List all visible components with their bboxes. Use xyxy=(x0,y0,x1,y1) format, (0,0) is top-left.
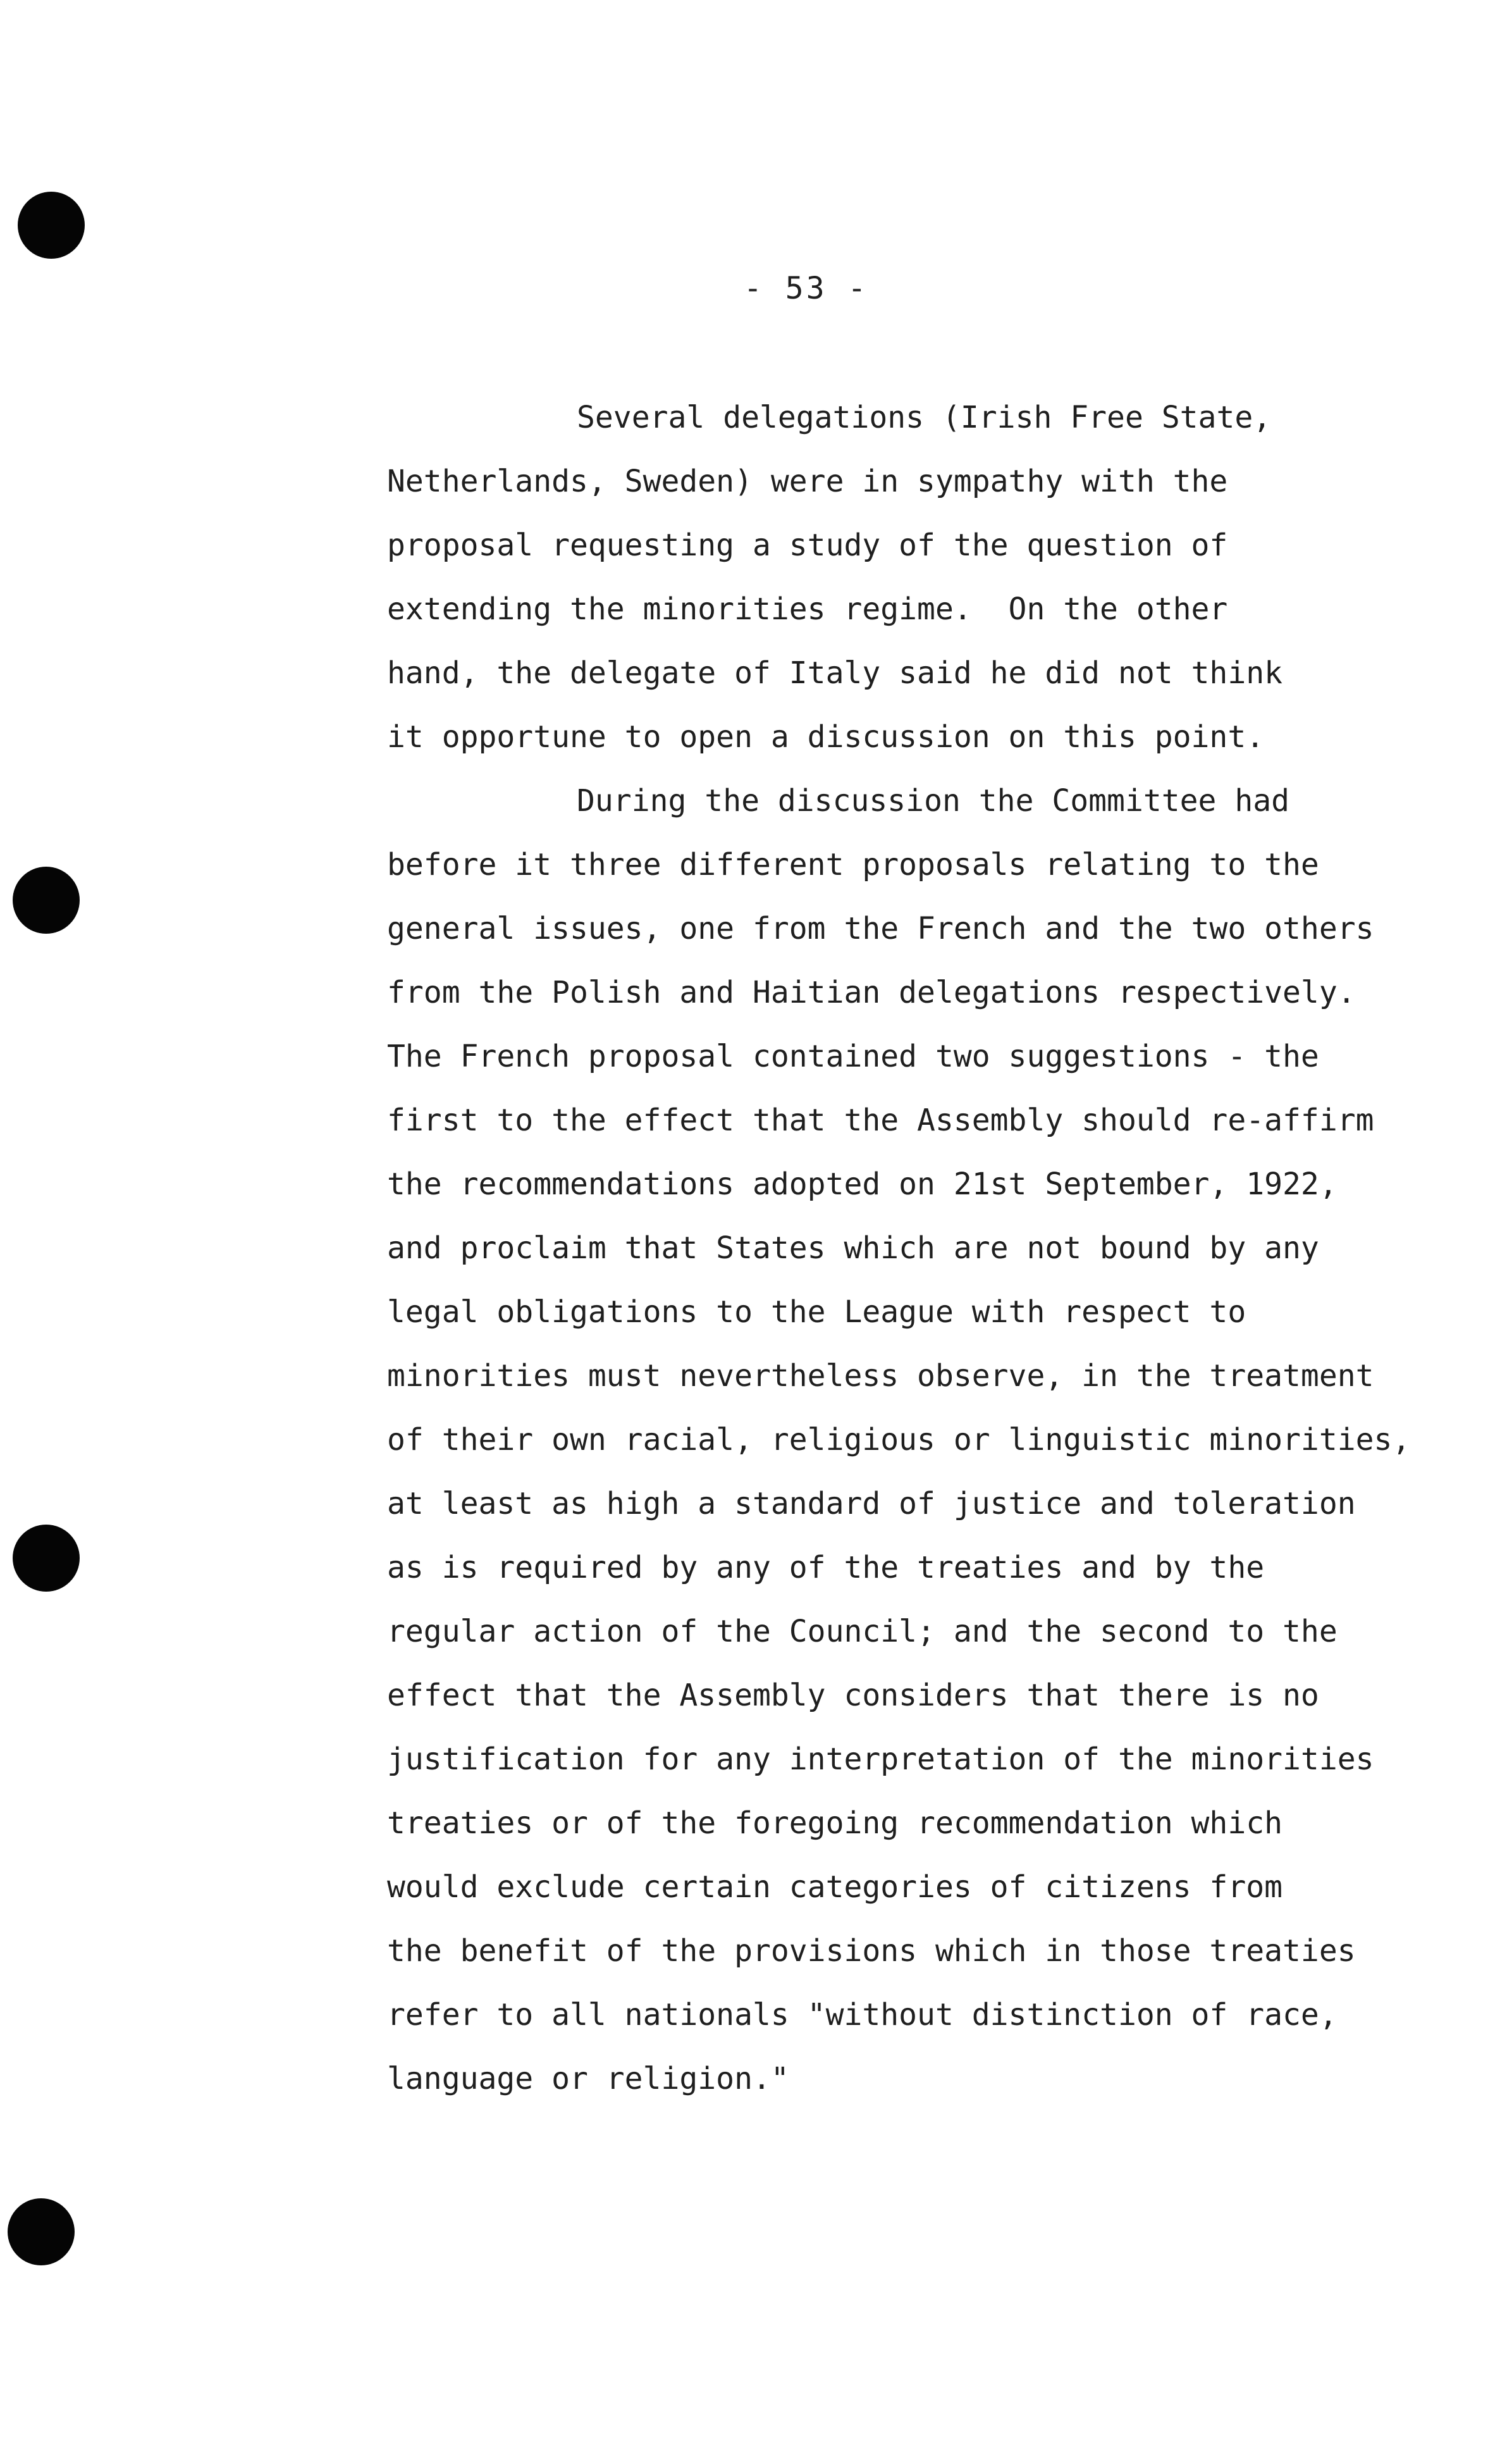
text-line: justification for any interpretation of the minorities xyxy=(387,1742,1374,1777)
text-line: from the Polish and Haitian delegations respectively. xyxy=(387,975,1356,1010)
text-line: minorities must nevertheless observe, in the treatment xyxy=(387,1358,1374,1394)
text-line: regular action of the Council; and the second to the xyxy=(387,1614,1338,1649)
text-line: During the discussion the Committee had xyxy=(577,783,1290,819)
punch-hole xyxy=(13,867,80,934)
text-line: proposal requesting a study of the question of xyxy=(387,528,1228,563)
text-line: The French proposal contained two suggestions - the xyxy=(387,1039,1319,1074)
text-line: treaties or of the foregoing recommendation which xyxy=(387,1805,1283,1841)
text-line: Netherlands, Sweden) were in sympathy with the xyxy=(387,464,1228,499)
text-line: hand, the delegate of Italy said he did not think xyxy=(387,655,1283,691)
text-line: language or religion." xyxy=(387,2061,789,2096)
text-line: before it three different proposals relating to the xyxy=(387,847,1319,882)
punch-hole xyxy=(8,2198,75,2265)
text-line: first to the effect that the Assembly should re-affirm xyxy=(387,1103,1374,1138)
text-line: Several delegations (Irish Free State, xyxy=(577,400,1272,435)
text-line: it opportune to open a discussion on this point. xyxy=(387,719,1265,755)
text-line: refer to all nationals "without distinction of race, xyxy=(387,1997,1338,2033)
text-line: extending the minorities regime. On the other xyxy=(387,591,1228,627)
text-line: as is required by any of the treaties and by the xyxy=(387,1550,1265,1585)
text-line: the benefit of the provisions which in those treaties xyxy=(387,1933,1356,1969)
text-line: and proclaim that States which are not bound by any xyxy=(387,1230,1319,1266)
text-line: effect that the Assembly considers that there is no xyxy=(387,1678,1319,1713)
text-line: at least as high a standard of justice and toleration xyxy=(387,1486,1356,1521)
text-line: general issues, one from the French and the two others xyxy=(387,911,1374,946)
text-line: would exclude certain categories of citizens from xyxy=(387,1869,1283,1905)
page-number: - 53 - xyxy=(744,271,869,306)
text-line: of their own racial, religious or linguistic minorities, xyxy=(387,1422,1411,1458)
document-body xyxy=(387,386,1475,2111)
punch-hole xyxy=(18,192,85,259)
punch-hole xyxy=(13,1525,80,1592)
text-line: legal obligations to the League with respect to xyxy=(387,1294,1246,1330)
text-line: the recommendations adopted on 21st September, 1922, xyxy=(387,1167,1338,1202)
